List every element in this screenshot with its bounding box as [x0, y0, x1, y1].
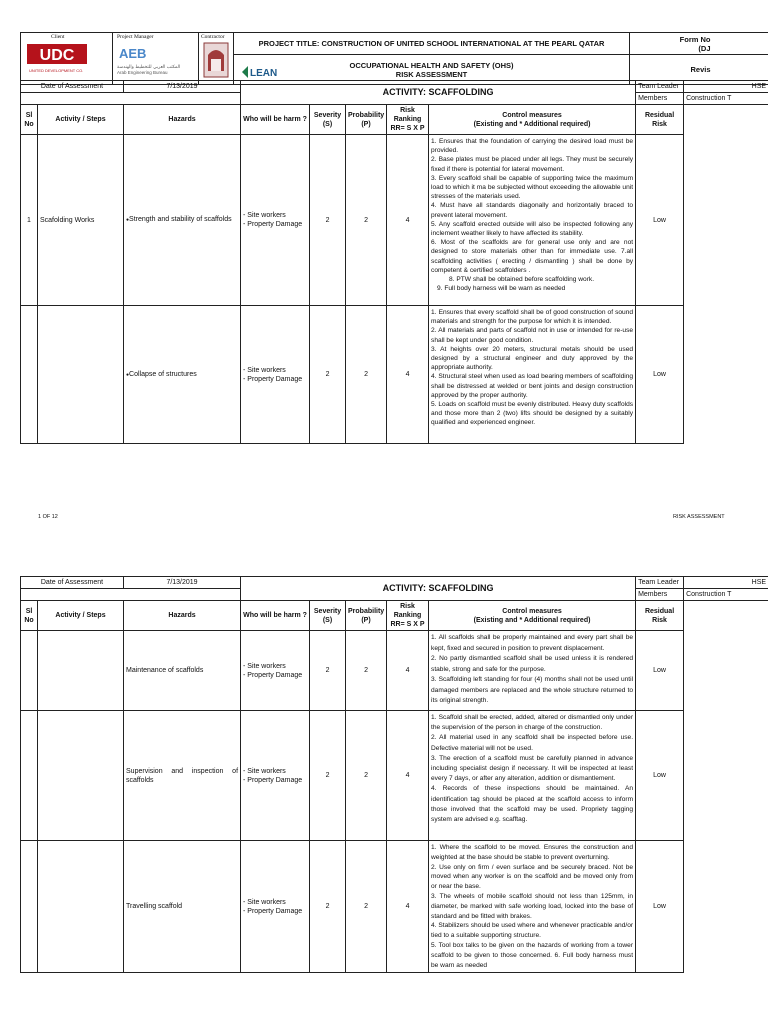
col-activity: Activity / Steps — [38, 105, 124, 135]
date-value: 7/13/2019 — [124, 577, 241, 589]
row-who: - Site workers - Property Damage — [241, 306, 310, 444]
col-ranking: Risk Ranking RR= S X P — [387, 105, 429, 135]
col-control: Control measures (Existing and * Additional required) — [429, 601, 636, 631]
udc-logo — [27, 42, 107, 72]
page2-risk-table — [20, 576, 768, 973]
row-severity: 2 — [310, 135, 346, 306]
contractor-label: Contractor — [201, 34, 225, 40]
members-label: Members — [636, 589, 684, 601]
row-ranking: 4 — [387, 135, 429, 306]
table-row — [21, 631, 768, 711]
date-value: 7/13/2019 — [124, 81, 241, 93]
col-sl: Sl No — [21, 105, 38, 135]
row-residual: Low — [636, 306, 684, 444]
svg-text:UNITED DEVELOPMENT CO.: UNITED DEVELOPMENT CO. — [29, 68, 84, 72]
date-label: Date of Assessment — [21, 81, 124, 93]
row-controls: 1. Ensures that every scaffold shall be of good construction of sound materials and strength for the purpose for which it is intended. 2. All materials and parts of scaffold not in use or intended for re-use shall be kept under good condition. 3. At heights over 20 meters, structural metals should be used designed by a structural engineer and duty approved by the appropriate authority. 4. Structural steel when used as load bearing members of scaffolding shall be distressed at welded or bent joints and design construction approved by the proper authority. 5. Loads on scaffold must be evenly distributed. Heavy duty scaffolds and those more than 2 (two) lifts should be designed by a suitably qualified and experienced engineer. — [429, 306, 636, 444]
activity-title: ACTIVITY: SCAFFOLDING — [241, 577, 636, 601]
pm-label: Project Manager — [117, 34, 154, 40]
svg-text:المكتب العربي للتخطيط والهندسة: المكتب العربي للتخطيط والهندسة — [117, 65, 181, 70]
revision: Revis — [630, 55, 713, 85]
ohs-title: OCCUPATIONAL HEALTH AND SAFETY (OHS) — [349, 60, 514, 70]
page-number: 1 OF 12 — [38, 514, 58, 520]
table-row — [21, 135, 768, 306]
contractor-logo-cell — [199, 33, 234, 85]
row-severity: 2 — [310, 306, 346, 444]
row-probability: 2 — [346, 135, 387, 306]
team-leader-label: Team Leader — [636, 81, 684, 93]
col-hazards: Hazards — [124, 105, 241, 135]
client-logo-cell — [21, 33, 113, 85]
row-controls: 1. Scaffold shall be erected, added, altered or dismantled only under the supervision of the person in charge of the construction. 2. All material used in any scaffold shall be inspected before use. Defective material will not be used. 3. The erection of a scaffold must be carefully planned in advance including specialist design if necessary. It will be inspected at least every 7 days, or after any alteration, addition or dismantlement. 4. Records of these inspections should be maintained. An identification tag should be placed at the scaffold access to inform those involved that the scaffold may be used. Propriety tagging system are advised e.g. scafftag. — [429, 711, 636, 841]
members-value: Construction T — [684, 589, 768, 601]
team-leader-value: HSE — [684, 81, 768, 93]
header-table — [20, 32, 768, 85]
row-severity: 2 — [310, 631, 346, 711]
row-who: - Site workers - Property Damage — [241, 631, 310, 711]
col-probability: Probability (P) — [346, 601, 387, 631]
row-hazard: ● Strength and stability of scaffolds — [124, 135, 241, 306]
row-ranking: 4 — [387, 631, 429, 711]
col-sl: Sl No — [21, 601, 38, 631]
svg-text:Arab Engineering Bureau: Arab Engineering Bureau — [117, 70, 168, 75]
col-activity: Activity / Steps — [38, 601, 124, 631]
row-activity: Scafolding Works — [38, 135, 124, 306]
row-controls: 1. All scaffolds shall be properly maintained and every part shall be kept, fixed and secured in position to prevent displacement. 2. No partly dismantled scaffold shall be used unless it is rendered stable, strong and safe for the purpose. 3. Scaffolding left standing for four (4) months shall not be used until damaged members are replaced and the whole structure returned to its original strength. — [429, 631, 636, 711]
svg-text:LEAN: LEAN — [250, 68, 278, 79]
row-residual: Low — [636, 135, 684, 306]
contractor-crest-icon — [201, 41, 231, 81]
team-leader-value: HSE — [684, 577, 768, 589]
row-hazard: ● Collapse of structures — [124, 306, 241, 444]
lean-logo — [238, 64, 298, 80]
client-label: Client — [51, 34, 65, 40]
team-leader-label: Team Leader — [636, 577, 684, 589]
form-no: Form No (DJ — [630, 33, 713, 55]
row-probability: 2 — [346, 306, 387, 444]
row-ranking: 4 — [387, 841, 429, 973]
col-who: Who will be harm ? — [241, 105, 310, 135]
svg-text:AEB: AEB — [119, 46, 147, 61]
col-residual: Residual Risk — [636, 105, 684, 135]
row-who: - Site workers - Property Damage — [241, 711, 310, 841]
col-probability: Probability (P) — [346, 105, 387, 135]
svg-text:UDC: UDC — [39, 47, 75, 64]
row-hazard: Maintenance of scaffolds — [124, 631, 241, 711]
col-severity: Severity (S) — [310, 601, 346, 631]
row-probability: 2 — [346, 631, 387, 711]
row-sl: 1 — [21, 135, 38, 306]
col-ranking: Risk Ranking RR= S X P — [387, 601, 429, 631]
row-residual: Low — [636, 711, 684, 841]
row-ranking: 4 — [387, 711, 429, 841]
project-title: PROJECT TITLE: CONSTRUCTION OF UNITED SCHOOL INTERNATIONAL AT THE PEARL QATAR — [234, 33, 630, 55]
table-row — [21, 711, 768, 841]
row-hazard: Travelling scaffold — [124, 841, 241, 973]
row-residual: Low — [636, 631, 684, 711]
col-residual: Residual Risk — [636, 601, 684, 631]
row-severity: 2 — [310, 841, 346, 973]
members-label: Members — [636, 93, 684, 105]
row-residual: Low — [636, 841, 684, 973]
row-probability: 2 — [346, 711, 387, 841]
col-hazards: Hazards — [124, 601, 241, 631]
footer-doc-name: RISK ASSESSMENT — [673, 514, 725, 520]
aeb-logo — [115, 42, 199, 85]
activity-title: ACTIVITY: SCAFFOLDING — [241, 81, 636, 105]
ra-title: RISK ASSESSMENT — [395, 69, 468, 79]
page1-risk-table — [20, 80, 768, 444]
row-severity: 2 — [310, 711, 346, 841]
col-who: Who will be harm ? — [241, 601, 310, 631]
col-control: Control measures (Existing and * Additional required) — [429, 105, 636, 135]
pm-logo-cell — [113, 33, 199, 85]
row-ranking: 4 — [387, 306, 429, 444]
row-hazard: Supervision and inspection of scaffolds — [124, 711, 241, 841]
col-severity: Severity (S) — [310, 105, 346, 135]
row-controls: 1. Where the scaffold to be moved. Ensures the construction and weighted at the base should be stable to prevent overturning. 2. Use only on firm / even surface and be securely braced. Not be moved when any worker is on the scaffold and be moved only from or near the base. 3. The wheels of mobile scaffold should not less than 125mm, in diameter, be marked with safe working load, locked into the base of standard and be fitted with brakes. 4. Stabilizers should be used where and whenever practicable and/or tied to a suitable supporting structure. 5. Tool box talks to be given on the hazards of working from a tower scaffold to be given to those concerned. 6. Full body harness must be warn as needed — [429, 841, 636, 973]
table-row — [21, 841, 768, 973]
row-probability: 2 — [346, 841, 387, 973]
row-who: - Site workers - Property Damage — [241, 841, 310, 973]
row-who: - Site workers - Property Damage — [241, 135, 310, 306]
members-value: Construction T — [684, 93, 768, 105]
date-label: Date of Assessment — [21, 577, 124, 589]
table-row — [21, 306, 768, 444]
row-controls: 1. Ensures that the foundation of carrying the desired load must be provided. 2. Base plates must be placed under all legs. They must be securely fixed if there is potential for lateral movement. 3. Every scaffold shall be capable of supporting twice the maximum load to which it ma be subjected without exceeding the allowable unit stresses of the materials used. 4. Must have all standards diagonally and horizontally braced to prevent lateral movement. 5. Any scaffold erected outside will also be inspected following any inclement weather likely to have affected its stability. 6. Most of the scaffolds are for general use only and are not designed to store materials other than for immediate use. 7.all scaffolding activities ( erecting / dismantling ) shall be done by competent & certified scaffolders . 8. PTW shall be obtained before scaffolding work. 9. Full body harness will be warn as needed — [429, 135, 636, 306]
